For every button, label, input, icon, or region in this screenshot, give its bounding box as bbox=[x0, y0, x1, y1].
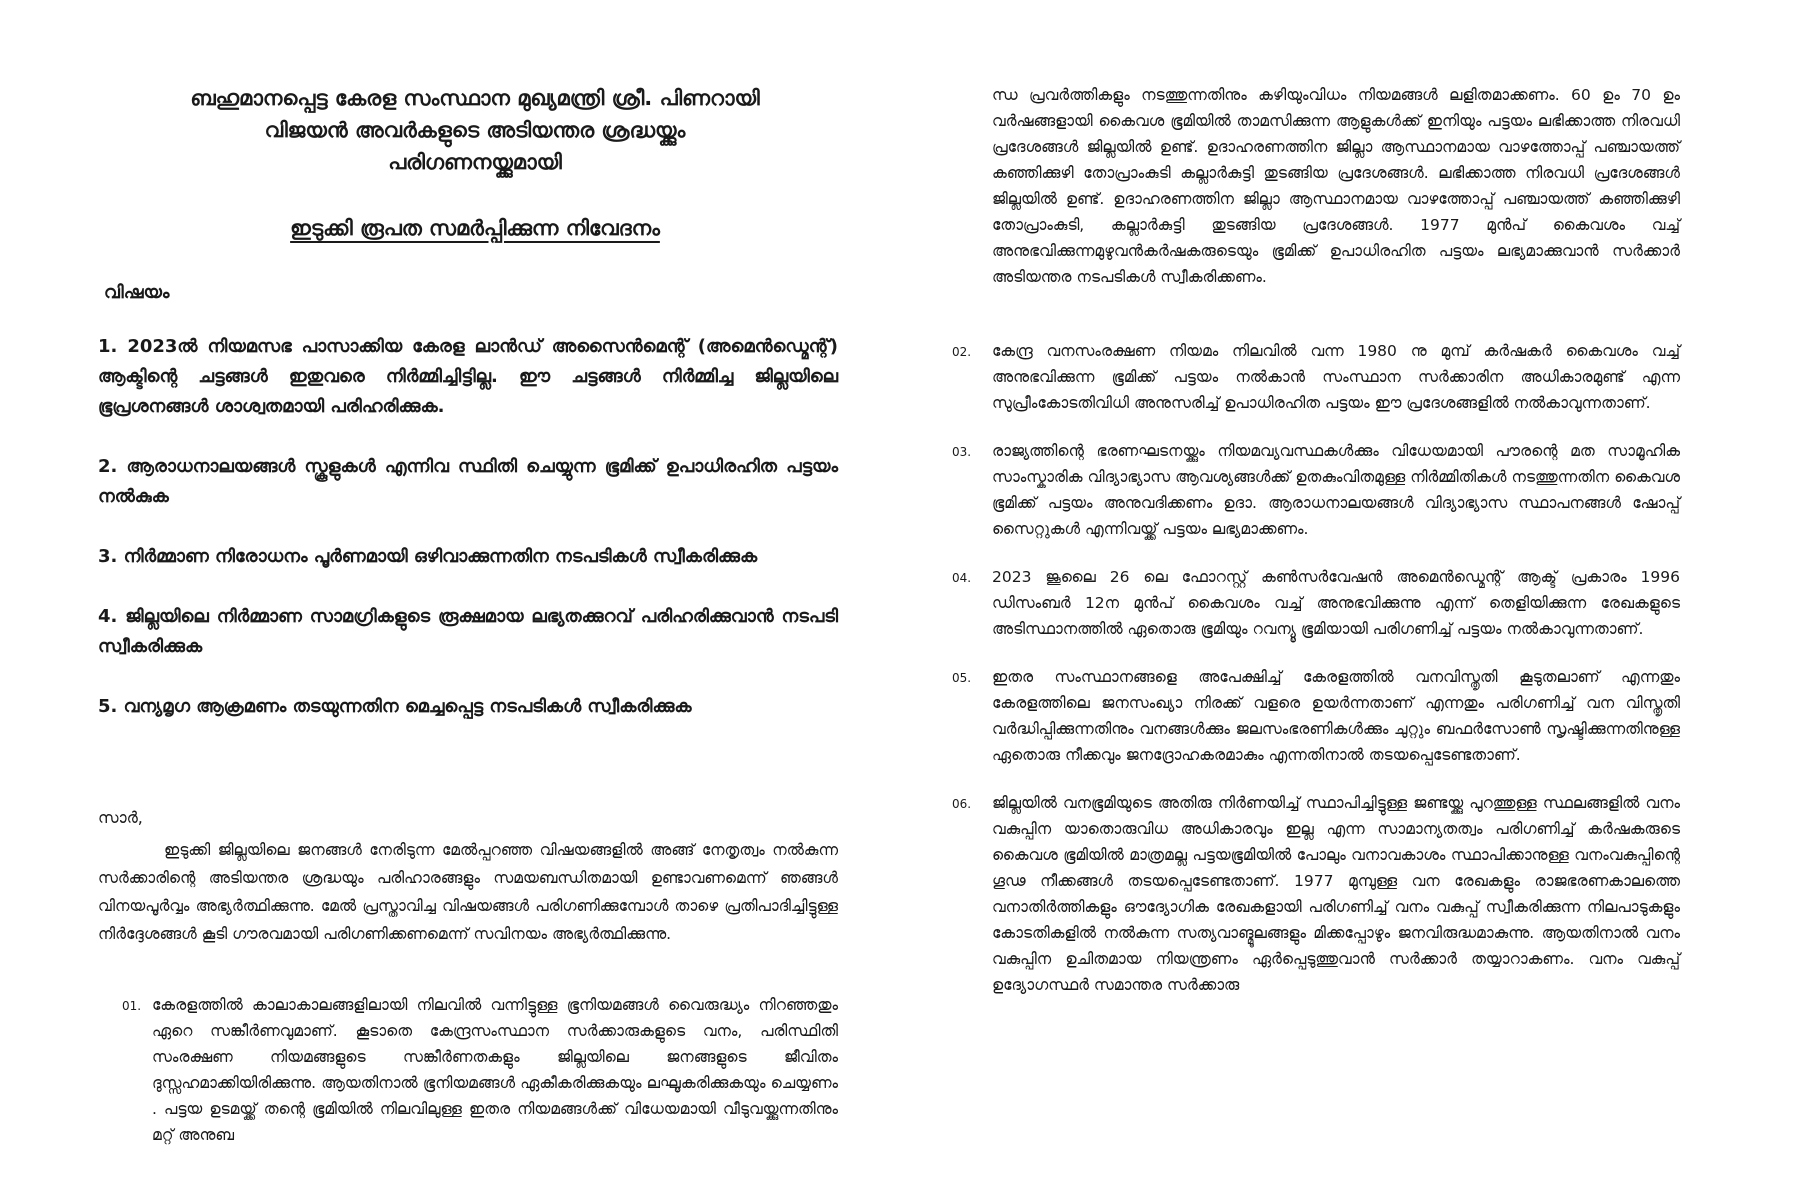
demands-list bbox=[98, 332, 838, 752]
item-number: 03. bbox=[952, 445, 972, 459]
item-text: കേരളത്തിൽ കാലാകാലങ്ങളിലായി നിലവിൽ വന്നിട്ടുള്ള ഭൂനിയമങ്ങൾ വൈരുദ്ധ്യം നിറഞ്ഞതും ഏറെ സങ്കീർണവുമാണ്. കൂടാതെ കേന്ദ്രസംസ്ഥാന സർക്കാരുകളുടെ വനം, പരിസ്ഥിതി സംരക്ഷണ നിയമങ്ങളുടെ സങ്കീർണതകളും ജില്ലയിലെ ജനങ്ങളുടെ ജീവിതം ദുസ്സഹമാക്കിയിരിക്കുന്നു. ആയതിനാൽ ഭൂനിയമങ്ങൾ ഏകീകരിക്കുകയും ലഘൂകരിക്കുകയും ചെയ്യണം . പട്ടയ ഉടമയ്ക്ക് തന്റെ ഭൂമിയിൽ നിലവിലുള്ള ഇതര നിയമങ്ങൾക്ക് വിധേയമായി വീടുവയ്ക്കുന്നതിനും മറ്റ് അനുബ bbox=[152, 996, 838, 1144]
item-number: 01. bbox=[122, 999, 142, 1013]
demand-item-1: 1. 2023ൽ നിയമസഭ പാസാക്കിയ കേരള ലാൻഡ് അസൈൻമെന്റ് (അമെൻഡ്മെന്റ്) ആക്ടിന്റെ ചട്ടങ്ങൾ ഇതുവരെ നിർമ്മിച്ചിട്ടില്ല. ഈ ചട്ടങ്ങൾ നിർമ്മിച്ച ജില്ലയിലെ ഭൂപ്രശനങ്ങൾ ശാശ്വതമായി പരിഹരിക്കുക. bbox=[98, 336, 838, 417]
suggestions-list-right bbox=[952, 338, 1680, 1020]
demand-item-3: 3. നിർമ്മാണ നിരോധനം പൂർണമായി ഒഴിവാക്കുന്നതിന നടപടികൾ സ്വീകരിക്കുക bbox=[98, 546, 758, 567]
intro-paragraph: ഇടുക്കി ജില്ലയിലെ ജനങ്ങൾ നേരിടുന്ന മേൽപ്പറഞ്ഞ വിഷയങ്ങളിൽ അങ്ങ് നേതൃത്വം നൽകുന്ന സർക്കാരിന്റെ അടിയന്തര ശ്രദ്ധയും പരിഹാരങ്ങളും സമയബന്ധിതമായി ഉണ്ടാവണമെന്ന് ഞങ്ങൾ വിനയപൂർവ്വം അഭ്യർത്ഥിക്കുന്നു. മേൽ പ്രസ്താവിച്ച വിഷയങ്ങൾ പരിഗണിക്കുമ്പോൾ താഴെ പ്രതിപാദിച്ചിട്ടുള്ള നിർദ്ദേശങ്ങൾ കൂടി ഗൗരവമായി പരിഗണിക്കണമെന്ന് സവിനയം അഭ്യർത്ഥിക്കുന്നു. bbox=[98, 841, 838, 943]
suggestion-item-01 bbox=[122, 992, 838, 1148]
salutation: സാർ, bbox=[98, 808, 143, 827]
title-line-2: വിജയൻ അവർകളുടെ അടിയന്തര ശ്രദ്ധയ്ക്കും bbox=[264, 118, 686, 142]
suggestion-item-04 bbox=[952, 564, 1680, 642]
item-number: 06. bbox=[952, 797, 972, 811]
document-title bbox=[95, 82, 855, 178]
suggestion-item-03 bbox=[952, 438, 1680, 542]
demand-item-4: 4. ജില്ലയിലെ നിർമ്മാണ സാമഗ്രികളുടെ രൂക്ഷമായ ലഭ്യതക്കുറവ് പരിഹരിക്കുവാൻ നടപടി സ്വീകരിക്കുക bbox=[98, 606, 838, 657]
suggestion-item-05 bbox=[952, 664, 1680, 768]
suggestion-item-06 bbox=[952, 790, 1680, 998]
document-subtitle: ഇടുക്കി രൂപത സമർപ്പിക്കുന്ന നിവേദനം bbox=[290, 216, 660, 240]
item-text: രാജ്യത്തിന്റെ ഭരണഘടനയ്ക്കും നിയമവ്യവസ്ഥകൾക്കും വിധേയമായി പൗരന്റെ മത സാമൂഹിക സാംസ്കാരിക വിദ്യാഭ്യാസ ആവശ്യങ്ങൾക്ക് ഉതകുംവിതമുള്ള നിർമ്മിതികൾ നടത്തുന്നതിന കൈവശ ഭൂമിക്ക് പട്ടയം അനുവദിക്കണം ഉദാ. ആരാധനാലയങ്ങൾ വിദ്യാഭ്യാസ സ്ഥാപനങ്ങൾ ഷോപ്പ് സൈറ്റുകൾ എന്നിവയ്ക്ക് പട്ടയം ലഭ്യമാക്കണം. bbox=[992, 442, 1680, 538]
item-text: ഇതര സംസ്ഥാനങ്ങളെ അപേക്ഷിച്ച് കേരളത്തിൽ വനവിസ്തൃതി കൂടുതലാണ് എന്നതും കേരളത്തിലെ ജനസംഖ്യാ നിരക്ക് വളരെ ഉയർന്നതാണ് എന്നതും പരിഗണിച്ച് വന വിസ്തൃതി വർദ്ധിപ്പിക്കുന്നതിനും വനങ്ങൾക്കും ജലസംഭരണികൾക്കും ചുറ്റും ബഫർസോൺ സൃഷ്ടിക്കുന്നതിനുള്ള ഏതൊരു നീക്കവും ജനദ്രോഹകരമാകും എന്നതിനാൽ തടയപ്പെടേണ്ടതാണ്. bbox=[992, 668, 1680, 764]
title-line-1: ബഹുമാനപ്പെട്ട കേരള സംസ്ഥാന മുഖ്യമന്ത്രി ശ്രീ. പിണറായി bbox=[190, 86, 760, 110]
suggestion-item-02 bbox=[952, 338, 1680, 416]
demand-item-5: 5. വന്യമൃഗ ആക്രമണം തടയുന്നതിന മെച്ചപ്പെട്ട നടപടികൾ സ്വീകരിക്കുക bbox=[98, 696, 692, 717]
item-number: 05. bbox=[952, 671, 972, 685]
item-text: ജില്ലയിൽ വനഭൂമിയുടെ അതിരു നിർണയിച്ച് സ്ഥാപിച്ചിട്ടുള്ള ജണ്ടയ്ക്കു പുറത്തുള്ള സ്ഥലങ്ങളിൽ വനം വകുപ്പിന യാതൊരുവിധ അധികാരവും ഇല്ല എന്ന സാമാന്യതത്വം പരിഗണിച്ച് കർഷകരുടെ കൈവശ ഭൂമിയിൽ മാത്രമല്ല പട്ടയഭൂമിയിൽ പോലും വനാവകാശം സ്ഥാപിക്കാനുള്ള വനംവകുപ്പിന്റെ ഗൂഢ നീക്കങ്ങൾ തടയപ്പെടേണ്ടതാണ്. 1977 മുമ്പുള്ള വന രേഖകളും രാജഭരണകാലത്തെ വനാതിർത്തികളും ഔദ്യോഗിക രേഖകളായി പരിഗണിച്ച് വനം വകുപ്പ് സ്വീകരിക്കുന്ന നിലപാടുകളും കോടതികളിൽ നൽകുന്ന സത്യവാങ്മൂലങ്ങളും മിക്കപ്പോഴും ജനവിരുദ്ധമാകുന്നു. ആയതിനാൽ വനം വകുപ്പിന ഉചിതമായ നിയന്ത്രണം ഏർപ്പെടുത്തുവാൻ സർക്കാർ തയ്യാറാകണം. വനം വകുപ്പ് ഉദ്യോഗസ്ഥർ സമാന്തര സർക്കാരു bbox=[992, 794, 1680, 994]
item-number: 04. bbox=[952, 571, 972, 585]
item-text: കേന്ദ്ര വനസംരക്ഷണ നിയമം നിലവിൽ വന്ന 1980 നു മുമ്പ് കർഷകർ കൈവശം വച്ച് അനുഭവിക്കുന്ന ഭൂമിക്ക് പട്ടയം നൽകാൻ സംസ്ഥാന സർക്കാരിന അധികാരമുണ്ട് എന്ന സുപ്രീംകോടതിവിധി അനുസരിച്ച് ഉപാധിരഹിത പട്ടയം ഈ പ്രദേശങ്ങളിൽ നൽകാവുന്നതാണ്. bbox=[992, 342, 1680, 412]
suggestions-list-left bbox=[122, 992, 838, 1148]
title-line-3: പരിഗണനയ്ക്കുമായി bbox=[388, 150, 562, 174]
suggestion-item-01-continued: ന്ധ പ്രവർത്തികളും നടത്തുന്നതിനും കഴിയുംവിധം നിയമങ്ങൾ ലളിതമാക്കണം. 60 ഉം 70 ഉം വർഷങ്ങളായി കൈവശ ഭൂമിയിൽ താമസിക്കുന്ന ആളുകൾക്ക് ഇനിയും പട്ടയം ലഭിക്കാത്ത നിരവധി പ്രദേശങ്ങൾ ജില്ലയിൽ ഉണ്ട്. ഉദാഹരണത്തിന ജില്ലാ ആസ്ഥാനമായ വാഴത്തോപ്പ് പഞ്ചായത്ത് കഞ്ഞിക്കുഴി തോപ്രാംകുടി കല്ലാർകുട്ടി തുടങ്ങിയ പ്രദേശങ്ങൾ. ലഭിക്കാത്ത നിരവധി പ്രദേശങ്ങൾ ജില്ലയിൽ ഉണ്ട്. ഉദാഹരണത്തിന ജില്ലാ ആസ്ഥാനമായ വാഴത്തോപ്പ് പഞ്ചായത്ത് കഞ്ഞിക്കുഴി തോപ്രാംകുടി, കല്ലാർകുട്ടി തുടങ്ങിയ പ്രദേശങ്ങൾ. 1977 മുൻപ് കൈവശം വച്ച് അനുഭവിക്കുന്നമുഴുവൻകർഷകരുടെയും ഭൂമിക്ക് ഉപാധിരഹിത പട്ടയം ലഭ്യമാക്കുവാൻ സർക്കാർ അടിയന്തര നടപടികൾ സ്വീകരിക്കണം. bbox=[992, 86, 1680, 286]
item-number: 02. bbox=[952, 345, 972, 359]
subject-heading: വിഷയം bbox=[104, 282, 170, 303]
demand-item-2: 2. ആരാധനാലയങ്ങൾ സ്കൂളുകൾ എന്നിവ സ്ഥിതി ചെയ്യുന്ന ഭൂമിക്ക് ഉപാധിരഹിത പട്ടയം നൽകുക bbox=[98, 456, 838, 507]
item-text: 2023 ജൂലൈ 26 ലെ ഫോറസ്റ്റ് കൺസർവേഷൻ അമെൻഡ്മെന്റ് ആക്ട് പ്രകാരം 1996 ഡിസംബർ 12ന മുൻപ് കൈവശം വച്ച് അനുഭവിക്കുന്നു എന്ന് തെളിയിക്കുന്ന രേഖകളുടെ അടിസ്ഥാനത്തിൽ ഏതൊരു ഭൂമിയും റവന്യൂ ഭൂമിയായി പരിഗണിച്ച് പട്ടയം നൽകാവുന്നതാണ്. bbox=[992, 568, 1680, 638]
